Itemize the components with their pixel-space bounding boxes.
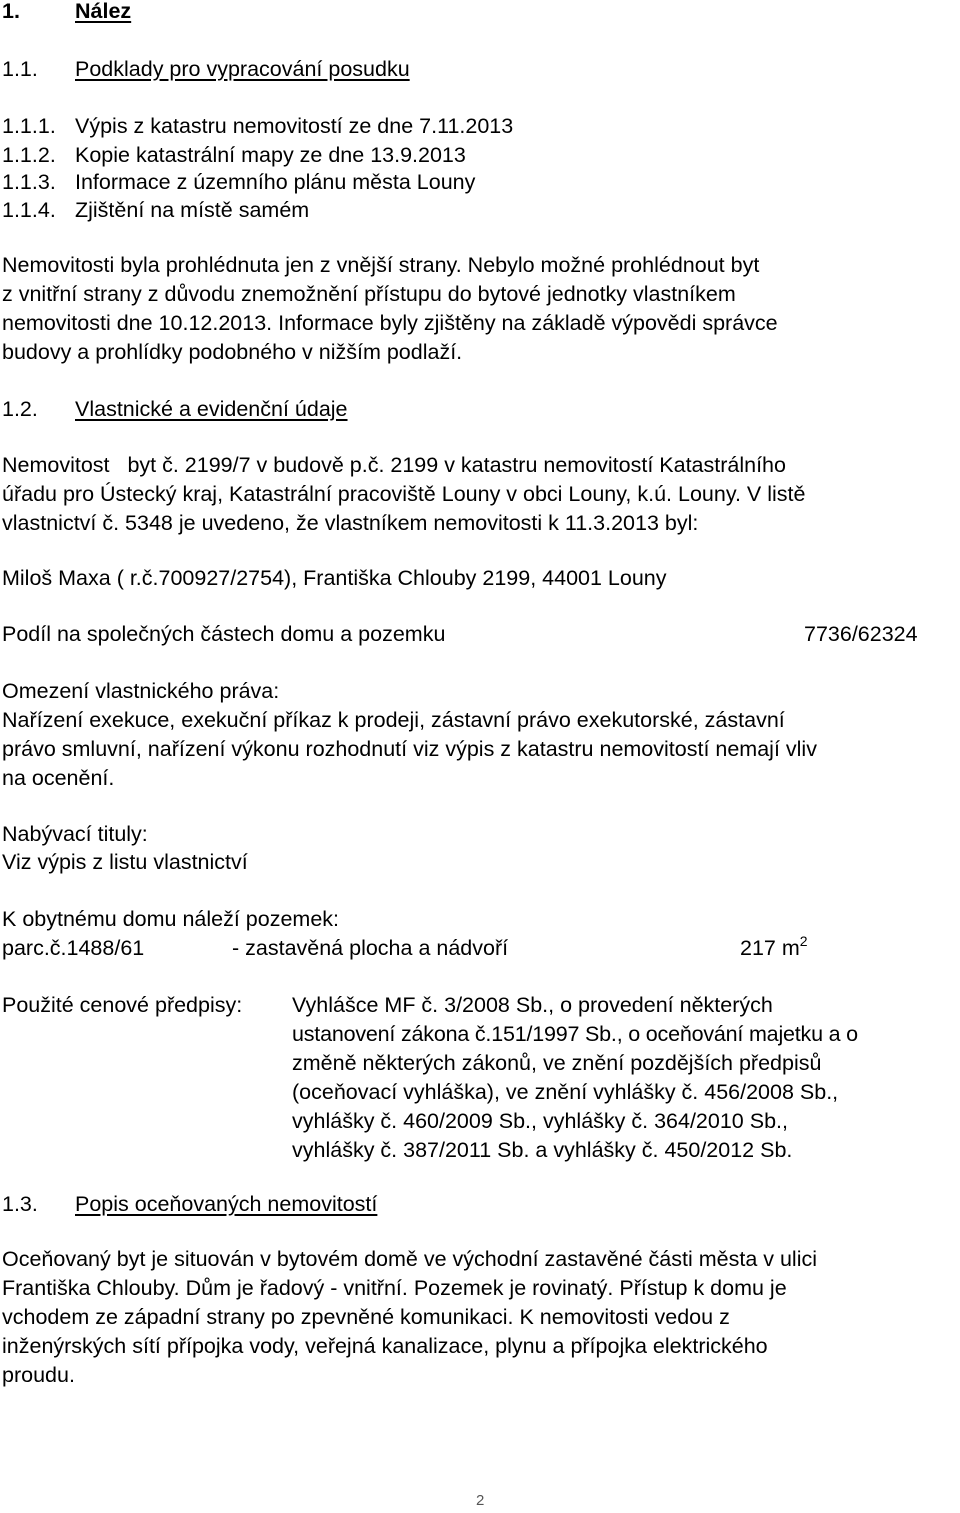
paragraph-line: Františka Chlouby. Dům je řadový - vnitřní. Pozemek je rovinatý. Přístup k domu je (2, 1276, 787, 1300)
list-item-number: 1.1.1. (2, 114, 56, 138)
regulation-line: (oceňovací vyhláška), ve znění vyhlášky č. 456/2008 Sb., (292, 1080, 839, 1104)
regulation-line: změně některých zákonů, ve znění pozdějších předpisů (292, 1051, 822, 1075)
land-area-exponent: 2 (799, 933, 808, 949)
subheading-title: Vlastnické a evidenční údaje (75, 397, 348, 421)
paragraph-line: vlastnictví č. 5348 je uvedeno, že vlastníkem nemovitosti k 11.3.2013 byl: (2, 511, 699, 535)
paragraph-line: úřadu pro Ústecký kraj, Katastrální pracoviště Louny v obci Louny, k.ú. Louny. V listě (2, 482, 806, 506)
list-item-text: Informace z územního plánu města Louny (75, 170, 476, 194)
regulations-list (292, 991, 858, 1165)
share-value: 7736/62324 (804, 622, 918, 646)
regulation-line: vyhlášky č. 460/2009 Sb., vyhlášky č. 364/2010 Sb., (292, 1109, 788, 1133)
ownership-paragraph (2, 451, 960, 538)
list-item-number: 1.1.4. (2, 198, 56, 222)
paragraph-line: Oceňovaný byt je situován v bytovém domě ve východní zastavěné části města v ulici (2, 1247, 818, 1271)
subheading-title: Popis oceňovaných nemovitostí (75, 1192, 378, 1216)
paragraph-line: budovy a prohlídky podobného v nižším podlaží. (2, 340, 463, 364)
paragraph-line: Nemovitost byt č. 2199/7 v budově p.č. 2199 v katastru nemovitostí Katastrálního (2, 453, 786, 477)
heading-title: Nález (75, 0, 132, 23)
acquisition-text: Viz výpis z listu vlastnictví (2, 850, 248, 874)
paragraph-line: proudu. (2, 1363, 75, 1387)
paragraph-line: nemovitosti dne 10.12.2013. Informace byly zjištěny na základě výpovědi správce (2, 311, 778, 335)
subheading-title: Podklady pro vypracování posudku (75, 57, 410, 81)
regulation-line: Vyhlášce MF č. 3/2008 Sb., o provedení některých (292, 993, 773, 1017)
list-item-number: 1.1.3. (2, 170, 56, 194)
subheading-number: 1.2. (2, 397, 38, 421)
list-item-text: Výpis z katastru nemovitostí ze dne 7.11.2013 (75, 114, 514, 138)
regulation-line: vyhlášky č. 387/2011 Sb. a vyhlášky č. 450/2012 Sb. (292, 1138, 793, 1162)
list-item-text: Kopie katastrální mapy ze dne 13.9.2013 (75, 143, 466, 167)
regulation-line: ustanovení zákona č.151/1997 Sb., o oceňování majetku a o (292, 1022, 858, 1046)
land-title: K obytnému domu náleží pozemek: (2, 907, 340, 931)
paragraph-line: z vnitřní strany z důvodu znemožnění přístupu do bytové jednotky vlastníkem (2, 282, 736, 306)
paragraph-line: na ocenění. (2, 766, 115, 790)
paragraph-line: vchodem ze západní strany po zpevněné komunikaci. K nemovitosti vedou z (2, 1305, 730, 1329)
acquisition-title: Nabývací tituly: (2, 822, 148, 846)
owner-line: Miloš Maxa ( r.č.700927/2754), Františka Chlouby 2199, 44001 Louny (2, 566, 667, 590)
land-area (740, 934, 808, 963)
list-item-text: Zjištění na místě samém (75, 198, 310, 222)
paragraph-line: inženýrských sítí přípojka vody, veřejná kanalizace, plynu a přípojka elektrického (2, 1334, 768, 1358)
paragraph-line: Nařízení exekuce, exekuční příkaz k prodeji, zástavní právo exekutorské, zástavní (2, 708, 785, 732)
land-parcel: parc.č.1488/61 (2, 936, 145, 960)
land-description: - zastavěná plocha a nádvoří (232, 936, 509, 960)
heading-number: 1. (2, 0, 20, 23)
regulations-label: Použité cenové předpisy: (2, 993, 243, 1017)
restriction-title: Omezení vlastnického práva: (2, 679, 280, 703)
description-paragraph (2, 1245, 960, 1390)
land-area-value: 217 m (740, 936, 800, 960)
page-number: 2 (476, 1492, 485, 1509)
list-item-number: 1.1.2. (2, 143, 56, 167)
restriction-paragraph (2, 706, 960, 793)
paragraph-line: právo smluvní, nařízení výkonu rozhodnutí viz výpis z katastru nemovitostí nemají vliv (2, 737, 817, 761)
share-label: Podíl na společných částech domu a pozemku (2, 622, 446, 646)
subheading-number: 1.1. (2, 57, 38, 81)
subheading-number: 1.3. (2, 1192, 38, 1216)
paragraph-line: Nemovitosti byla prohlédnuta jen z vnější strany. Nebylo možné prohlédnout byt (2, 253, 760, 277)
inspection-paragraph (2, 251, 960, 367)
